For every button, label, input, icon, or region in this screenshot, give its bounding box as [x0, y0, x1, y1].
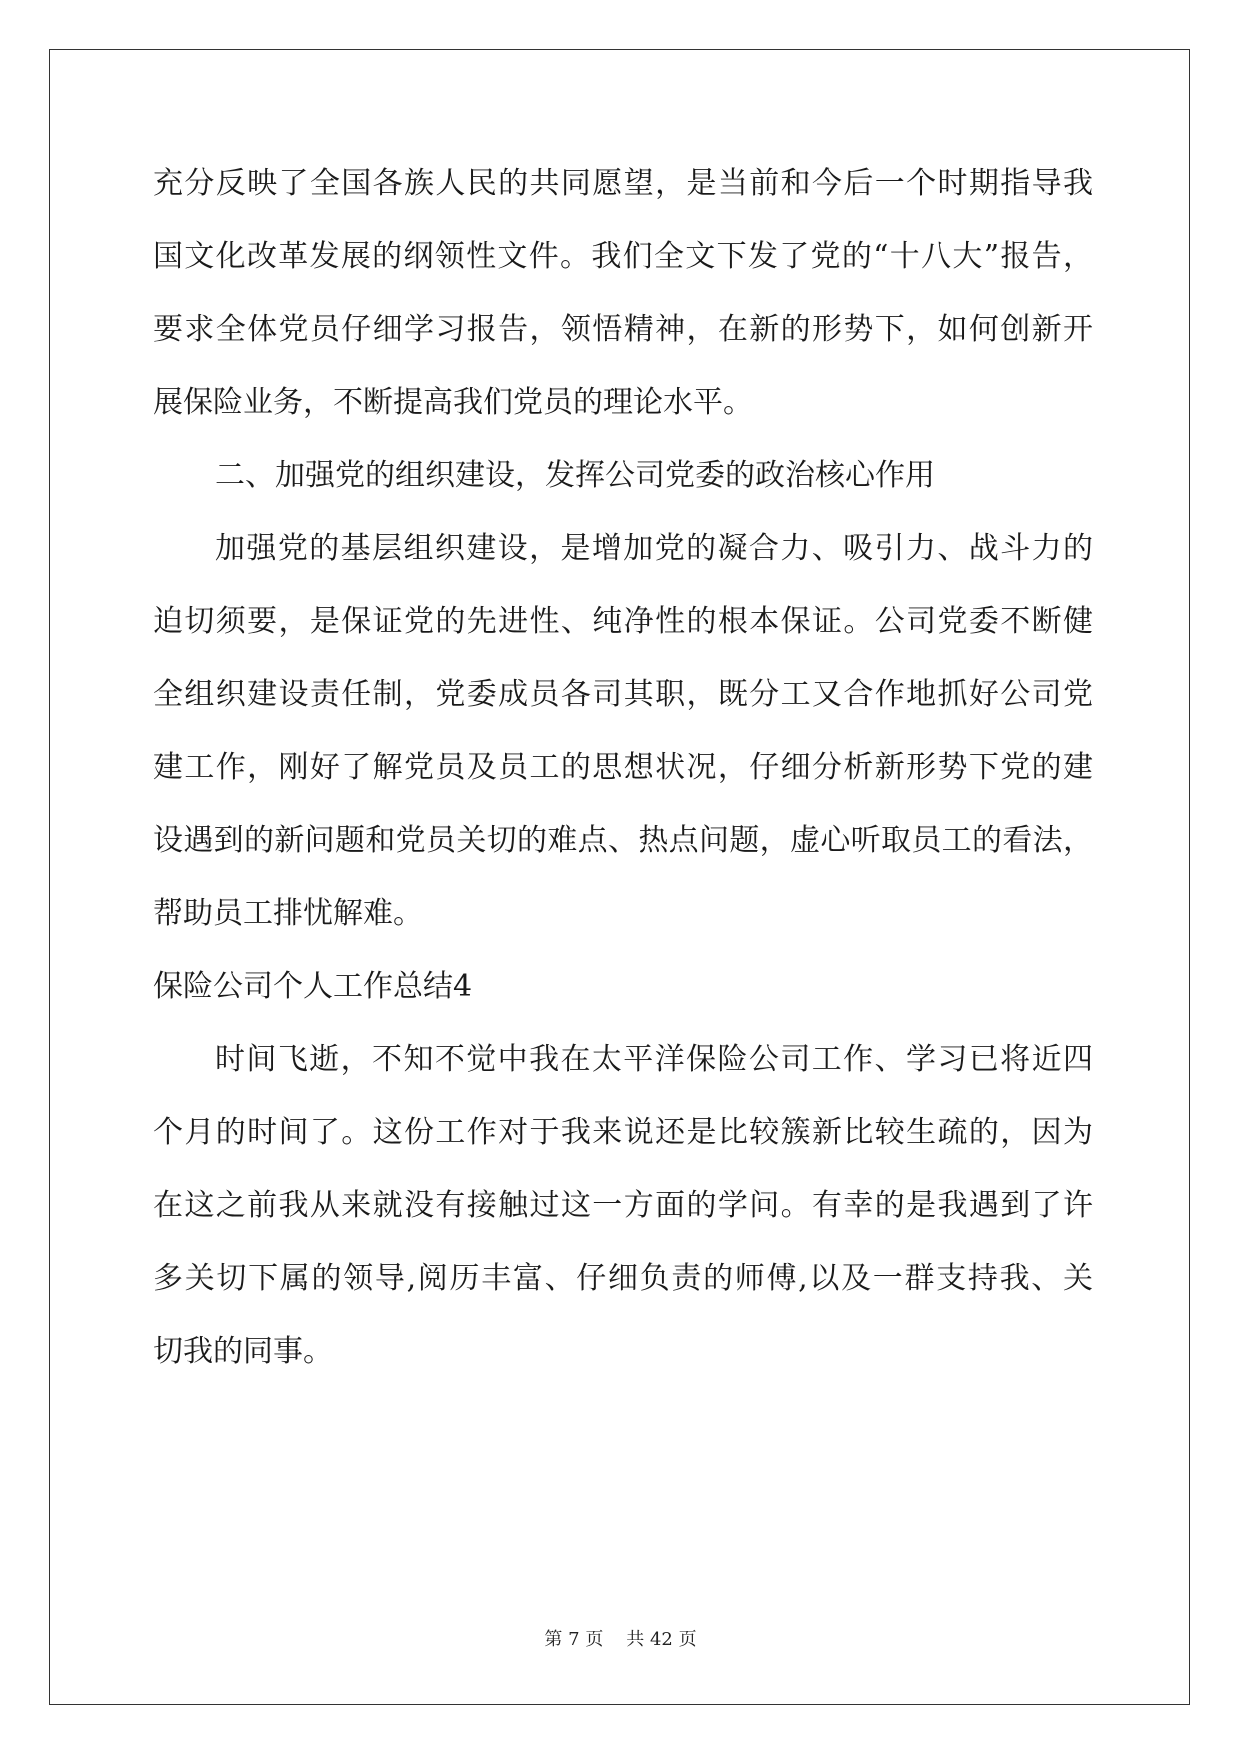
paragraph-line: 要求全体党员仔细学习报告，领悟精神，在新的形势下，如何创新开 [153, 312, 1093, 347]
page-footer [0, 1628, 1241, 1652]
page-border [49, 49, 1190, 1705]
paragraph-line: 全组织建设责任制，党委成员各司其职，既分工又合作地抓好公司党 [153, 677, 1093, 712]
paragraph-line: 时间飞逝，不知不觉中我在太平洋保险公司工作、学习已将近四 [215, 1042, 1093, 1077]
paragraph-line: 设遇到的新问题和党员关切的难点、热点问题，虚心听取员工的看法， [153, 823, 1093, 858]
paragraph-line: 国文化改革发展的纲领性文件。我们全文下发了党的“十八大”报告， [153, 239, 1093, 274]
paragraph-line: 充分反映了全国各族人民的共同愿望，是当前和今后一个时期指导我 [153, 166, 1093, 201]
paragraph-line: 切我的同事。 [153, 1334, 333, 1369]
paragraph-line: 迫切须要，是保证党的先进性、纯净性的根本保证。公司党委不断健 [153, 604, 1093, 639]
page-number: 第 7 页 [544, 1629, 604, 1650]
paragraph-line: 展保险业务，不断提高我们党员的理论水平。 [153, 385, 753, 420]
paragraph-line: 在这之前我从来就没有接触过这一方面的学问。有幸的是我遇到了许 [153, 1188, 1093, 1223]
paragraph-line: 多关切下属的领导,阅历丰富、仔细负责的师傅,以及一群支持我、关 [153, 1261, 1093, 1296]
page-total: 共 42 页 [626, 1629, 697, 1650]
paragraph-line: 个月的时间了。这份工作对于我来说还是比较簇新比较生疏的，因为 [153, 1115, 1093, 1150]
paragraph-line: 帮助员工排忧解难。 [153, 896, 423, 931]
paragraph-line: 建工作，刚好了解党员及员工的思想状况，仔细分析新形势下党的建 [153, 750, 1093, 785]
paragraph-line: 加强党的基层组织建设，是增加党的凝合力、吸引力、战斗力的 [215, 531, 1093, 566]
section-heading: 二、加强党的组织建设，发挥公司党委的政治核心作用 [215, 458, 935, 493]
document-title: 保险公司个人工作总结4 [153, 969, 473, 1004]
